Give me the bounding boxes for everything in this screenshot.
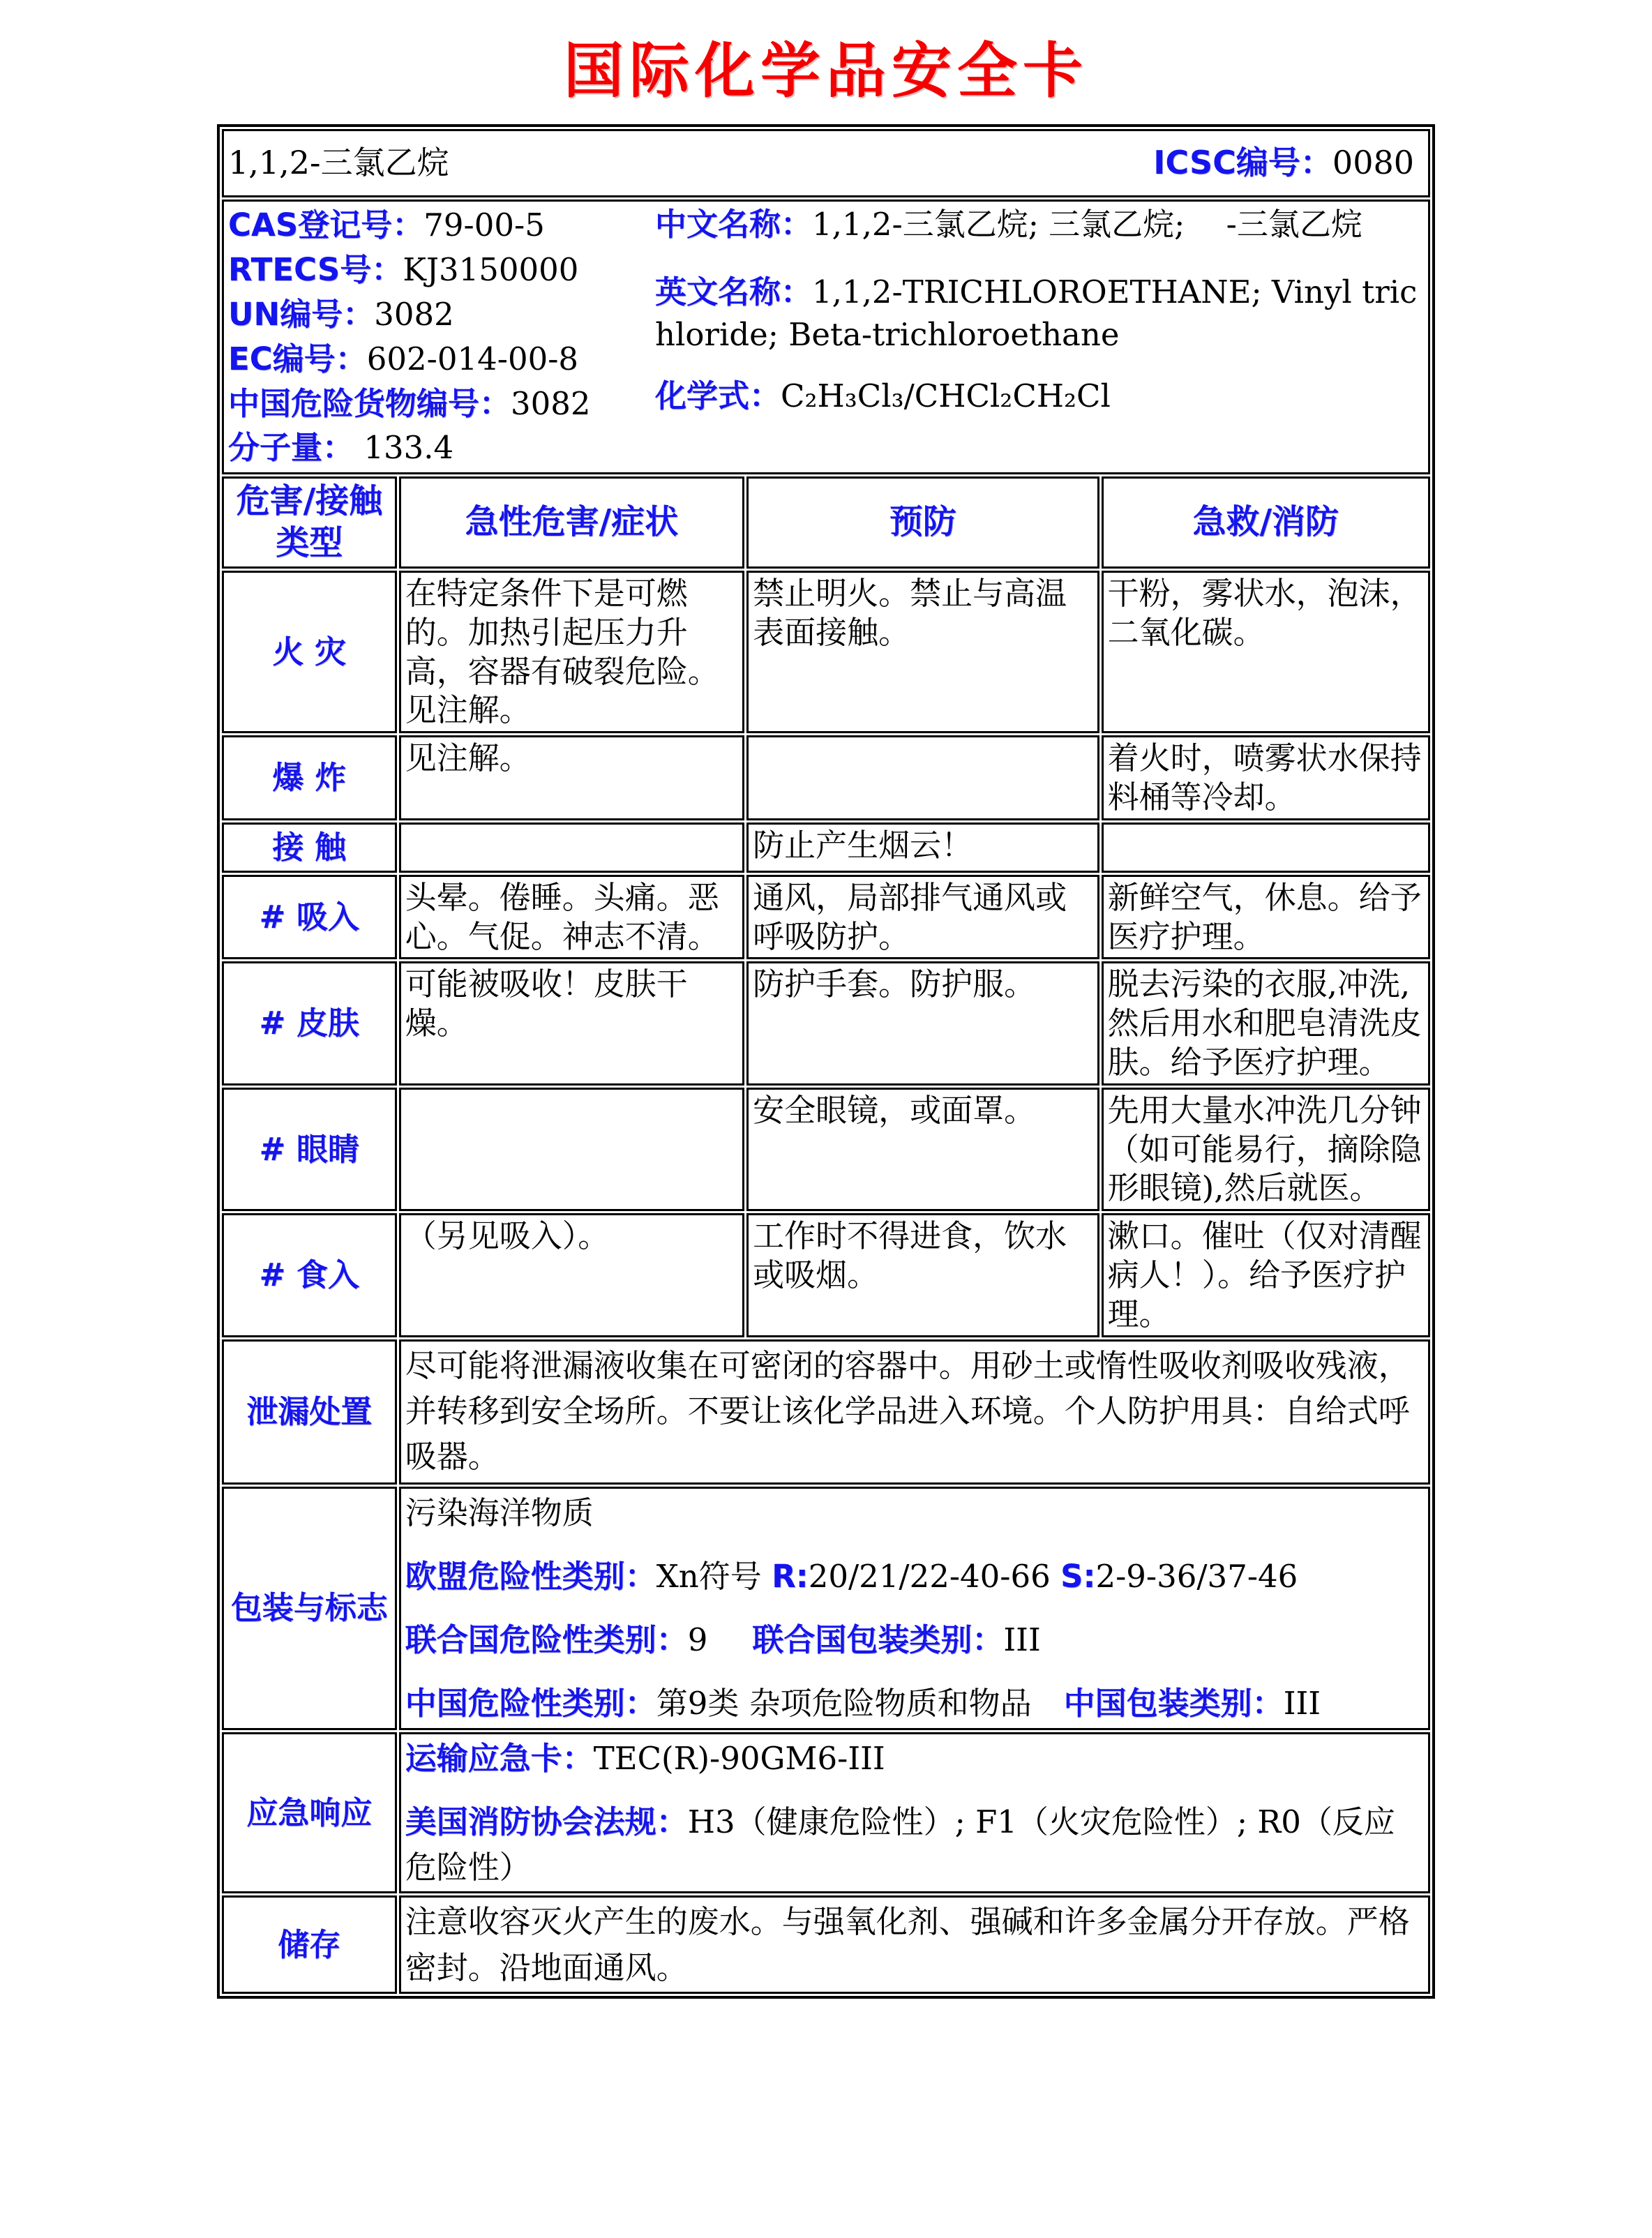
nfpa-label: 美国消防协会法规： xyxy=(405,1803,688,1840)
cn-pack-value: III xyxy=(1283,1685,1321,1722)
skin-symptoms: 可能被吸收！皮肤干燥。 xyxy=(399,961,744,1085)
row-label-fire: 火 灾 xyxy=(222,571,397,733)
molecular-weight-line xyxy=(228,426,655,470)
row-storage xyxy=(222,1895,1430,1994)
spill-disposal-text: 尽可能将泄漏液收集在可密闭的容器中。用砂土或惰性吸收剂吸收残液，并转移到安全场所。不要让该化学品进入环境。个人防护用具：自给式呼吸器。 xyxy=(399,1339,1430,1485)
header-prevention: 预防 xyxy=(746,476,1099,569)
chinese-name-line xyxy=(655,203,1421,246)
inhalation-prevention: 通风，局部排气通风或呼吸防护。 xyxy=(746,875,1099,960)
un-number-value: 3082 xyxy=(374,295,454,333)
un-classification-line xyxy=(405,1617,1424,1662)
inhalation-first-aid: 新鲜空气，休息。给予医疗护理。 xyxy=(1102,875,1430,960)
marine-pollutant-line: 污染海洋物质 xyxy=(405,1494,594,1531)
eu-symbol-value: Xn符号 xyxy=(656,1557,772,1595)
fire-symptoms: 在特定条件下是可燃的。加热引起压力升高，容器有破裂危险。见注解。 xyxy=(399,571,744,733)
ingestion-first-aid: 漱口。催吐（仅对清醒病人！）。给予医疗护理。 xyxy=(1102,1213,1430,1337)
english-name-label: 英文名称： xyxy=(655,273,813,311)
explosion-prevention xyxy=(746,735,1099,820)
identity-cell xyxy=(222,200,1430,474)
card-header-row xyxy=(222,129,1430,197)
fire-first-aid: 干粉，雾状水，泡沫，二氧化碳。 xyxy=(1102,571,1430,733)
english-name-line xyxy=(655,271,1421,356)
card-header-cell xyxy=(222,129,1430,197)
fire-prevention: 禁止明火。禁止与高温表面接触。 xyxy=(746,571,1099,733)
row-label-eyes: # 眼睛 xyxy=(222,1088,397,1211)
ec-number-line xyxy=(228,337,655,382)
ingestion-prevention: 工作时不得进食，饮水或吸烟。 xyxy=(746,1213,1099,1337)
formula-label: 化学式： xyxy=(655,377,781,414)
row-label-storage: 储存 xyxy=(222,1895,397,1994)
row-explosion xyxy=(222,735,1430,820)
chemical-names-block xyxy=(655,203,1424,417)
inhalation-symptoms: 头晕。倦睡。头痛。恶心。气促。神志不清。 xyxy=(399,875,744,960)
header-hazard-type-line1: 危害/接触 xyxy=(236,481,383,521)
packaging-content xyxy=(399,1487,1430,1730)
un-pack-label: 联合国包装类别： xyxy=(752,1621,1004,1659)
chinese-name-label: 中文名称： xyxy=(655,206,813,243)
skin-first-aid: 脱去污染的衣服,冲洗,然后用水和肥皂清洗皮肤。给予医疗护理。 xyxy=(1102,961,1430,1085)
row-fire xyxy=(222,571,1430,733)
un-pack-value: III xyxy=(1003,1621,1041,1659)
english-name-value: 1,1,2-TRICHLOROETHANE; Vinyl trichloride; Beta-trichloroethane xyxy=(655,273,1418,354)
rtecs-number-line xyxy=(228,248,655,292)
cn-class-label: 中国危险性类别： xyxy=(405,1685,656,1722)
skin-prevention: 防护手套。防护服。 xyxy=(746,961,1099,1085)
rtecs-number-label: RTECS号： xyxy=(228,250,403,288)
contact-symptoms xyxy=(399,823,744,873)
molecular-weight-value: 133.4 xyxy=(354,429,454,467)
header-acute-hazards: 急性危害/症状 xyxy=(399,476,744,569)
row-label-spill-disposal: 泄漏处置 xyxy=(222,1339,397,1485)
row-spill-disposal xyxy=(222,1339,1430,1485)
page-title: 国际化学品安全卡 xyxy=(564,36,1088,106)
row-label-contact: 接 触 xyxy=(222,823,397,873)
cas-number-label: CAS登记号： xyxy=(228,206,424,243)
s-phrases-value: 2-9-36/37-46 xyxy=(1095,1557,1298,1595)
contact-first-aid xyxy=(1102,823,1430,873)
chemical-name-cn: 1,1,2-三氯乙烷 xyxy=(228,144,449,182)
row-eyes xyxy=(222,1088,1430,1211)
explosion-first-aid: 着火时，喷雾状水保持料桶等冷却。 xyxy=(1102,735,1430,820)
header-hazard-type xyxy=(222,476,397,569)
tec-card-value: TEC(R)-90GM6-III xyxy=(593,1739,885,1777)
china-dg-number-value: 3082 xyxy=(511,384,591,422)
eyes-prevention: 安全眼镜，或面罩。 xyxy=(746,1088,1099,1211)
header-hazard-type-line2: 类型 xyxy=(276,523,343,562)
rtecs-number-value: KJ3150000 xyxy=(403,250,579,288)
eu-class-label: 欧盟危险性类别： xyxy=(405,1557,656,1595)
row-label-emergency: 应急响应 xyxy=(222,1732,397,1894)
ingestion-symptoms: （另见吸入）。 xyxy=(399,1213,744,1337)
icsc-number-value: 0080 xyxy=(1332,144,1414,182)
r-phrases-value: 20/21/22-40-66 xyxy=(808,1557,1061,1595)
molecular-weight-label: 分子量： xyxy=(228,429,354,467)
row-skin xyxy=(222,961,1430,1085)
cas-number-value: 79-00-5 xyxy=(423,206,545,243)
cn-pack-label: 中国包装类别： xyxy=(1063,1685,1284,1722)
cn-classification-line xyxy=(405,1681,1424,1726)
row-ingestion xyxy=(222,1213,1430,1337)
un-number-label: UN编号： xyxy=(228,295,375,333)
tec-card-line xyxy=(405,1736,1424,1781)
nfpa-value: H3（健康危险性）; F1（火灾危险性）; R0（反应危险性） xyxy=(405,1803,1395,1886)
formula-line xyxy=(655,375,1421,417)
un-class-label: 联合国危险性类别： xyxy=(405,1621,688,1659)
eu-classification-line xyxy=(405,1554,1424,1599)
row-label-ingestion: # 食入 xyxy=(222,1213,397,1337)
contact-prevention: 防止产生烟云！ xyxy=(746,823,1099,873)
icsc-number-label: ICSC编号： xyxy=(1153,144,1332,182)
cn-class-value: 第9类 杂项危险物质和物品 xyxy=(656,1685,1032,1722)
registry-numbers-block xyxy=(228,203,655,470)
emergency-content xyxy=(399,1732,1430,1894)
s-phrases-label: S: xyxy=(1060,1557,1096,1595)
explosion-symptoms: 见注解。 xyxy=(399,735,744,820)
tec-card-label: 运输应急卡： xyxy=(405,1739,594,1777)
formula-value: C₂H₃Cl₃/CHCl₂CH₂Cl xyxy=(781,377,1111,414)
row-label-inhalation: # 吸入 xyxy=(222,875,397,960)
eyes-first-aid: 先用大量水冲洗几分钟（如可能易行，摘除隐形眼镜),然后就医。 xyxy=(1102,1088,1430,1211)
row-emergency-response xyxy=(222,1732,1430,1894)
row-label-packaging: 包装与标志 xyxy=(222,1487,397,1730)
icsc-table xyxy=(217,124,1435,1999)
china-dg-number-label: 中国危险货物编号： xyxy=(228,384,511,422)
table-header-row xyxy=(222,476,1430,569)
storage-text: 注意收容灭火产生的废水。与强氧化剂、强碱和许多金属分开存放。严格密封。沿地面通风。 xyxy=(399,1895,1430,1994)
chinese-name-value: 1,1,2-三氯乙烷; 三氯乙烷; -三氯乙烷 xyxy=(812,206,1362,243)
row-packaging-labelling xyxy=(222,1487,1430,1730)
row-contact xyxy=(222,823,1430,873)
r-phrases-label: R: xyxy=(772,1557,809,1595)
ec-number-label: EC编号： xyxy=(228,340,367,377)
china-dg-number-line xyxy=(228,382,655,426)
un-class-value: 9 xyxy=(687,1621,708,1659)
row-inhalation xyxy=(222,875,1430,960)
un-number-line xyxy=(228,292,655,337)
row-label-explosion: 爆 炸 xyxy=(222,735,397,820)
row-label-skin: # 皮肤 xyxy=(222,961,397,1085)
eyes-symptoms xyxy=(399,1088,744,1211)
nfpa-line xyxy=(405,1799,1424,1891)
identity-row xyxy=(222,200,1430,474)
cas-number-line xyxy=(228,203,655,248)
ec-number-value: 602-014-00-8 xyxy=(366,340,579,377)
header-first-aid: 急救/消防 xyxy=(1102,476,1430,569)
